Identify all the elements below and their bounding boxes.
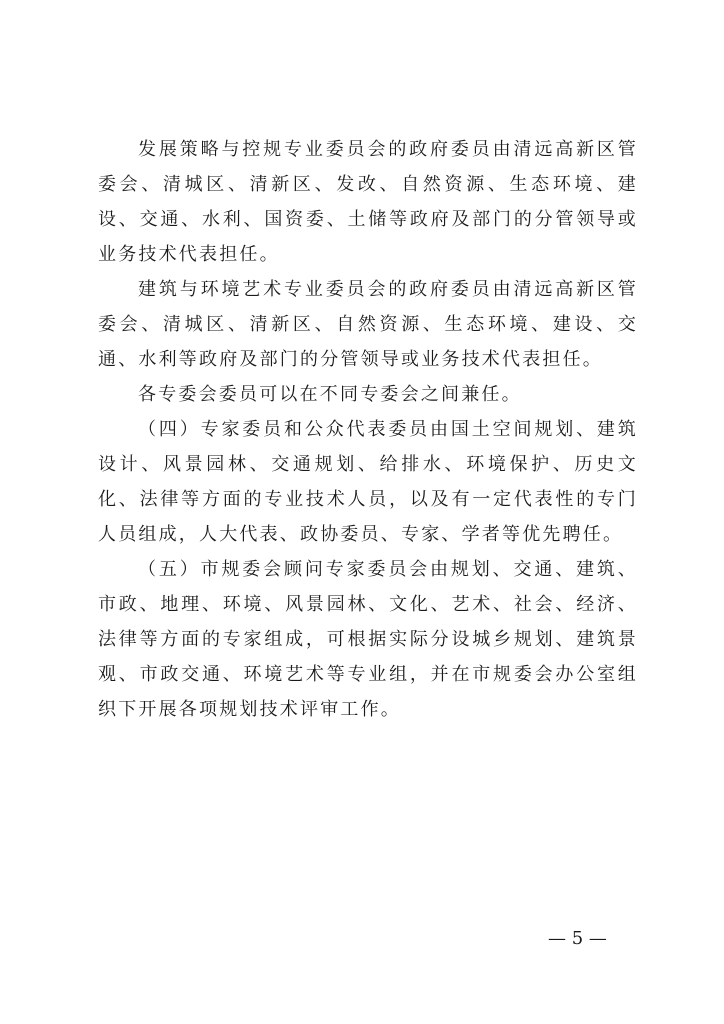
paragraph-concurrent-membership: 各专委会委员可以在不同专委会之间兼任。 (138, 384, 522, 405)
paragraph-strategy-committee: 发展策略与控规专业委员会的政府委员由清远高新区管委会、清城区、清新区、发改、自然资源、生态环境、建设、交通、水利、国资委、土储等政府及部门的分管领导或业务技术代表担任。 (98, 139, 638, 265)
document-body (98, 132, 638, 727)
paragraph-item-four: （四）专家委员和公众代表委员由国土空间规划、建筑设计、风景园林、交通规划、给排水、环境保护、历史文化、法律等方面的专业技术人员，以及有一定代表性的专门人员组成，人大代表、政协委员、专家、学者等优先聘任。 (98, 419, 638, 545)
paragraph-item-five: （五）市规委会顾问专家委员会由规划、交通、建筑、市政、地理、环境、风景园林、文化、艺术、社会、经济、法律等方面的专家组成，可根据实际分设城乡规划、建筑景观、市政交通、环境艺术等专业组，并在市规委会办公室组织下开展各项规划技术评审工作。 (98, 559, 638, 720)
paragraph-architecture-committee: 建筑与环境艺术专业委员会的政府委员由清远高新区管委会、清城区、清新区、自然资源、生态环境、建设、交通、水利等政府及部门的分管领导或业务技术代表担任。 (98, 279, 638, 370)
page-number: — 5 — (548, 928, 607, 949)
